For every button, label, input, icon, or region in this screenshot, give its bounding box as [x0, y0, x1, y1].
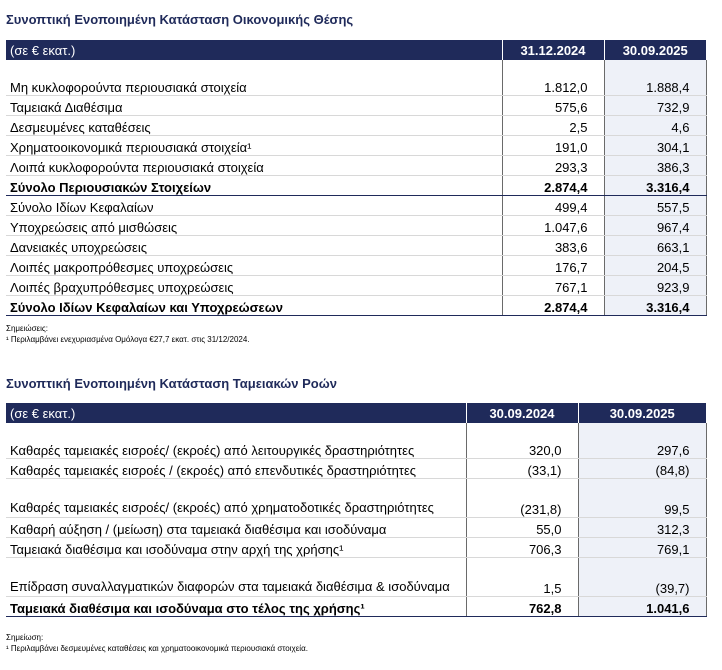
row-label: Χρηματοοικονομικά περιουσιακά στοιχεία¹	[6, 136, 502, 156]
row-label: Σύνολο Ιδίων Κεφαλαίων και Υποχρεώσεων	[6, 296, 502, 316]
value-2025: 663,1	[604, 236, 706, 256]
total-equity-liabilities-row	[6, 296, 706, 316]
value-2025: 732,9	[604, 96, 706, 116]
total-assets-row	[6, 176, 706, 196]
value-2024: (231,8)	[466, 479, 578, 518]
table-row	[6, 256, 706, 276]
value-2025: 3.316,4	[604, 176, 706, 196]
units-header: (σε € εκατ.)	[6, 403, 466, 423]
total-cash-row	[6, 597, 706, 617]
value-2024: 191,0	[502, 136, 604, 156]
cash-flow-table	[6, 403, 707, 617]
row-label: Λοιπά κυκλοφορούντα περιουσιακά στοιχεία	[6, 156, 502, 176]
row-label: Καθαρές ταμειακές εισροές/ (εκροές) από χρηματοδοτικές δραστηριότητες	[6, 479, 466, 518]
table-row	[6, 116, 706, 136]
row-label: Ταμειακά διαθέσιμα και ισοδύναμα στην αρχή της χρήσης¹	[6, 538, 466, 558]
table-row	[6, 538, 706, 558]
value-2024: 2,5	[502, 116, 604, 136]
row-label: Λοιπές βραχυπρόθεσμες υποχρεώσεις	[6, 276, 502, 296]
table-row	[6, 558, 706, 597]
value-2024: 706,3	[466, 538, 578, 558]
value-2025: 312,3	[578, 518, 706, 538]
table-row	[6, 518, 706, 538]
value-2025: 557,5	[604, 196, 706, 216]
table-header-row	[6, 403, 706, 423]
balance-sheet-title: Συνοπτική Ενοποιημένη Κατάσταση Οικονομικής Θέσης	[6, 12, 354, 27]
notes-section	[6, 632, 308, 654]
value-2024: 767,1	[502, 276, 604, 296]
value-2025: 769,1	[578, 538, 706, 558]
table-row	[6, 236, 706, 256]
footnote: ¹ Περιλαμβάνει δεσμευμένες καταθέσεις και χρηματοοικονομικά περιουσιακά στοιχεία.	[6, 644, 308, 653]
row-label: Καθαρές ταμειακές εισροές/ (εκροές) από λειτουργικές δραστηριότητες	[6, 439, 466, 459]
value-2025: 967,4	[604, 216, 706, 236]
table-header-row	[6, 40, 706, 60]
row-label: Σύνολο Ιδίων Κεφαλαίων	[6, 196, 502, 216]
notes-heading: Σημείωση:	[6, 633, 44, 642]
value-2024: (33,1)	[466, 459, 578, 479]
column-header-30-09-2025: 30.09.2025	[604, 40, 706, 60]
column-header-31-12-2024: 31.12.2024	[502, 40, 604, 60]
table-row	[6, 459, 706, 479]
row-label: Καθαρές ταμειακές εισροές / (εκροές) από επενδυτικές δραστηριότητες	[6, 459, 466, 479]
value-2025: 3.316,4	[604, 296, 706, 316]
value-2024: 1.812,0	[502, 76, 604, 96]
notes-section	[6, 323, 250, 345]
table-row	[6, 479, 706, 518]
value-2025: 1.888,4	[604, 76, 706, 96]
cash-flow-title: Συνοπτική Ενοποιημένη Κατάσταση Ταμειακών Ροών	[6, 376, 337, 391]
value-2025: 1.041,6	[578, 597, 706, 617]
table-row	[6, 216, 706, 236]
value-2025: (84,8)	[578, 459, 706, 479]
value-2024: 499,4	[502, 196, 604, 216]
row-label: Επίδραση συναλλαγματικών διαφορών στα ταμειακά διαθέσιμα & ισοδύναμα	[6, 558, 466, 597]
value-2025: 923,9	[604, 276, 706, 296]
table-row	[6, 276, 706, 296]
row-label: Δεσμευμένες καταθέσεις	[6, 116, 502, 136]
row-label: Δανειακές υποχρεώσεις	[6, 236, 502, 256]
row-label: Καθαρή αύξηση / (μείωση) στα ταμειακά διαθέσιμα και ισοδύναμα	[6, 518, 466, 538]
value-2024: 293,3	[502, 156, 604, 176]
value-2025: 304,1	[604, 136, 706, 156]
value-2025: 4,6	[604, 116, 706, 136]
table-row	[6, 96, 706, 116]
table-row	[6, 136, 706, 156]
value-2024: 1,5	[466, 558, 578, 597]
value-2025: 297,6	[578, 439, 706, 459]
value-2024: 762,8	[466, 597, 578, 617]
row-label: Υποχρεώσεις από μισθώσεις	[6, 216, 502, 236]
value-2025: 204,5	[604, 256, 706, 276]
value-2024: 2.874,4	[502, 296, 604, 316]
value-2024: 176,7	[502, 256, 604, 276]
value-2024: 383,6	[502, 236, 604, 256]
value-2025: 99,5	[578, 479, 706, 518]
footnote: ¹ Περιλαμβάνει ενεχυριασμένα Ομόλογα €27,7 εκατ. στις 31/12/2024.	[6, 335, 250, 344]
value-2024: 55,0	[466, 518, 578, 538]
table-row	[6, 196, 706, 216]
notes-heading: Σημειώσεις:	[6, 324, 48, 333]
value-2024: 1.047,6	[502, 216, 604, 236]
value-2025: (39,7)	[578, 558, 706, 597]
value-2025: 386,3	[604, 156, 706, 176]
table-row	[6, 439, 706, 459]
value-2024: 2.874,4	[502, 176, 604, 196]
row-label: Σύνολο Περιουσιακών Στοιχείων	[6, 176, 502, 196]
units-header: (σε € εκατ.)	[6, 40, 502, 60]
table-row	[6, 156, 706, 176]
column-header-30-09-2025: 30.09.2025	[578, 403, 706, 423]
column-header-30-09-2024: 30.09.2024	[466, 403, 578, 423]
table-row	[6, 76, 706, 96]
row-label: Λοιπές μακροπρόθεσμες υποχρεώσεις	[6, 256, 502, 276]
row-label: Μη κυκλοφορούντα περιουσιακά στοιχεία	[6, 76, 502, 96]
balance-sheet-table	[6, 40, 707, 316]
value-2024: 575,6	[502, 96, 604, 116]
value-2024: 320,0	[466, 439, 578, 459]
row-label: Ταμειακά διαθέσιμα και ισοδύναμα στο τέλος της χρήσης¹	[6, 597, 466, 617]
row-label: Ταμειακά Διαθέσιμα	[6, 96, 502, 116]
